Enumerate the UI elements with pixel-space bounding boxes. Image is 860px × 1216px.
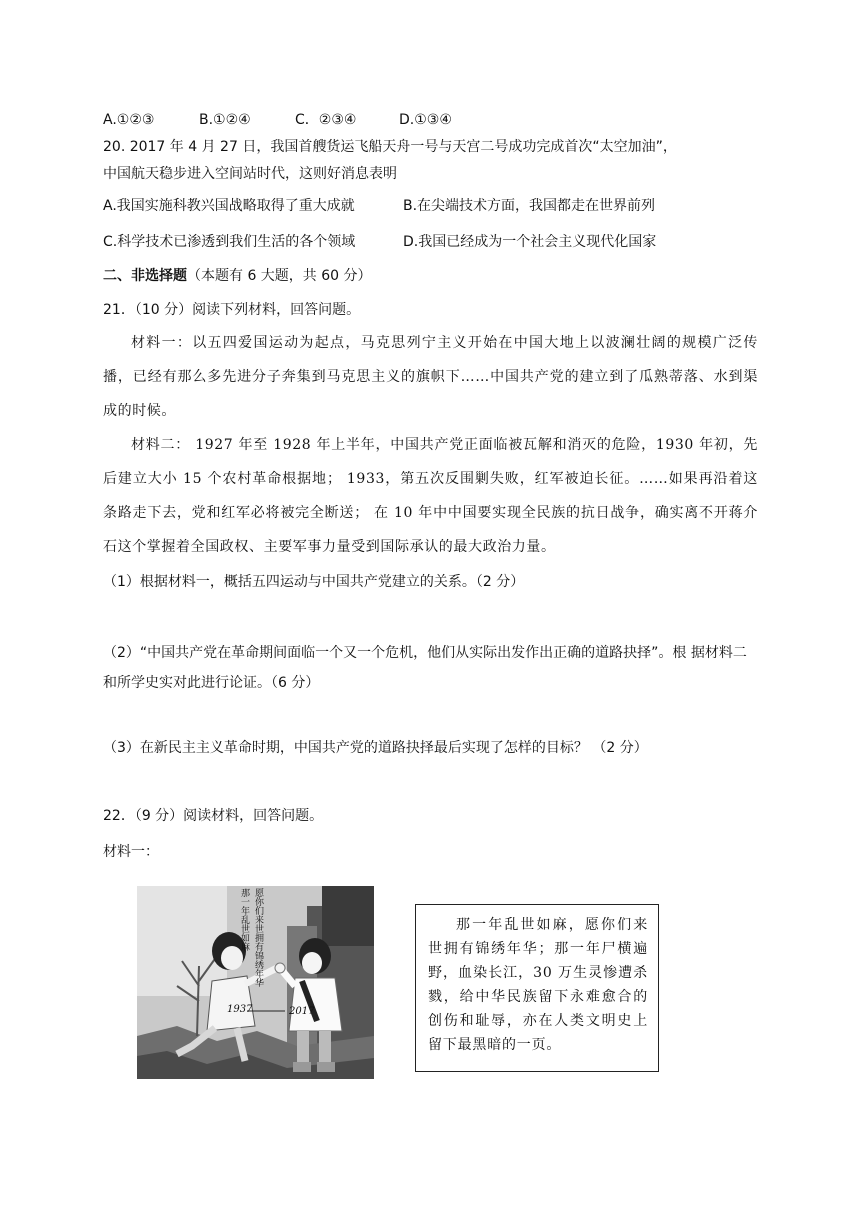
q20-options-row2 bbox=[103, 232, 656, 252]
q21-header: 21．（10 分）阅读下列材料，回答问题。 bbox=[103, 302, 361, 318]
q21-sub2: （2）“中国共产党在革命期间面临一个又一个危机，他们从实际出发作出正确的道路抉择”。根 据材料二和所学史实对此进行论证。（6 分） bbox=[103, 645, 747, 691]
q19-option-b: B.①②④ bbox=[199, 112, 251, 128]
q19-option-c: C．②③④ bbox=[295, 112, 357, 128]
q21-sub3: （3）在新民主主义革命时期，中国共产党的道路抉择最后实现了怎样的目标？ （2 分） bbox=[103, 740, 648, 756]
q21-material2-text: 材料二： 1927 年至 1928 年上半年，中国共产党正面临被瓦解和消灭的危险，1930 年初，先后建立大小 15 个农村革命根据地； 1933，第五次反围剿失败，红军被迫长征。……如果再沿着这条路走下去，党和红军必将被完全断送； 在 10 年中中国要实现全民族的抗日战争，确实离不开蒋介石这个掌握着全国政权、主要军事力量受到国际承认的最大政治力量。 bbox=[103, 437, 758, 555]
q19-option-d: D.①③④ bbox=[399, 112, 452, 128]
q22-material1-label: 材料一： bbox=[103, 844, 159, 860]
illustration-vertical-text-2: 愿你们来世拥有锦绣年华 bbox=[253, 888, 263, 987]
q20-option-b: B.在尖端技术方面，我国都走在世界前列 bbox=[403, 198, 656, 214]
q20-stem-line2: 中国航天稳步进入空间站时代，这则好消息表明 bbox=[103, 166, 397, 182]
q22-poem-text: 那一年乱世如麻，愿你们来世拥有锦绣年华；那一年尸横遍野，血染长江，30 万生灵惨遭杀戮，给中华民族留下永难愈合的创伤和耻辱，亦在人类文明史上留下最黑暗的一页。 bbox=[428, 917, 648, 1053]
illustration-year-2017: 2017 bbox=[289, 1006, 315, 1017]
section2-heading bbox=[103, 266, 372, 286]
q20-option-a: A.我国实施科教兴国战略取得了重大成就 bbox=[103, 198, 355, 214]
nanjing-memorial-illustration bbox=[137, 886, 374, 1079]
q22-header: 22．（9 分）阅读材料，回答问题。 bbox=[103, 808, 324, 824]
q21-material1-text: 材料一：以五四爱国运动为起点，马克思列宁主义开始在中国大地上以波澜壮阔的规模广泛传播，已经有那么多先进分子奔集到马克思主义的旗帜下……中国共产党的建立到了瓜熟蒂落、水到渠成的时候。 bbox=[103, 335, 758, 419]
illustration-year-1937: 1937 bbox=[227, 1004, 253, 1015]
section2-title: 二、非选择题 bbox=[103, 268, 187, 284]
q19-option-a: A.①②③ bbox=[103, 112, 155, 128]
section2-note: （本题有 6 大题，共 60 分） bbox=[187, 268, 372, 284]
q20-options-row1 bbox=[103, 196, 655, 216]
q20-option-d: D.我国已经成为一个社会主义现代化国家 bbox=[403, 234, 657, 250]
illustration-vertical-text-1: 那一年乱世如麻 bbox=[239, 888, 249, 951]
q19-options bbox=[103, 110, 452, 130]
q20-stem-line1: 20. 2017 年 4 月 27 日，我国首艘货运飞船天舟一号与天宫二号成功完成首次“太空加油”， bbox=[103, 139, 677, 155]
q22-poem-box bbox=[415, 904, 659, 1072]
q21-material1 bbox=[103, 326, 758, 428]
q20-option-c: C.科学技术已渗透到我们生活的各个领域 bbox=[103, 234, 356, 250]
q21-sub1: （1）根据材料一，概括五四运动与中国共产党建立的关系。（2 分） bbox=[103, 574, 525, 590]
q21-material2 bbox=[103, 428, 758, 564]
